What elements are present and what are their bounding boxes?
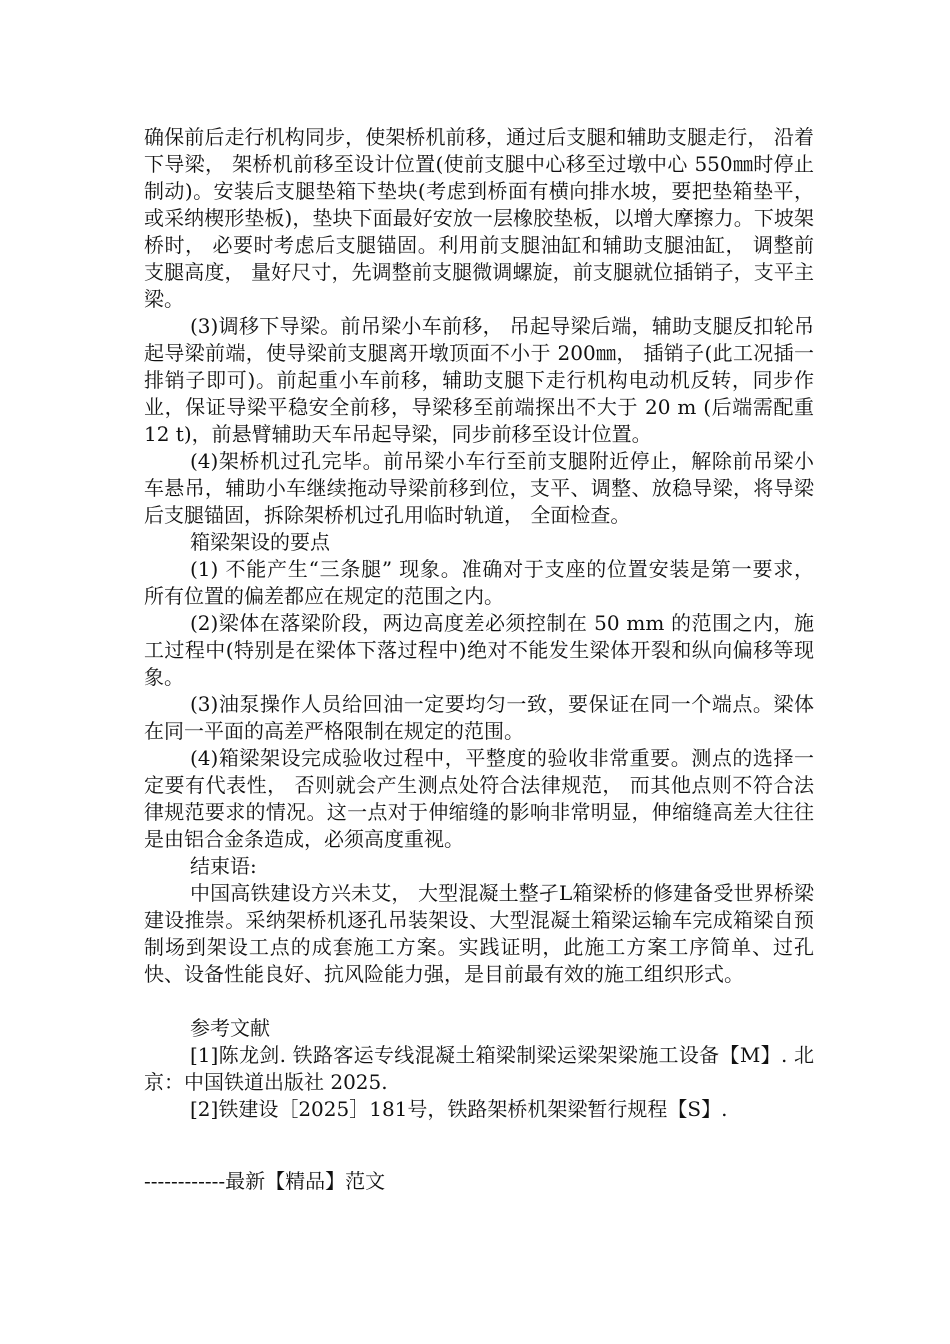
paragraph-point-2: (2)梁体在落梁阶段，两边高度差必须控制在 50 mm 的范围之内，施工过程中(特别是在梁体下落过程中)绝对不能发生梁体开裂和纵向偏移等现象。 [144, 611, 814, 689]
reference-item-1: [1]陈龙剑. 铁路客运专线混凝土箱梁制梁运梁架梁施工设备【M】. 北京：中国铁道出版社 2025. [144, 1043, 814, 1094]
section-heading-key-points: 箱梁架设的要点 [190, 530, 330, 554]
section-heading-conclusion: 结束语: [190, 854, 257, 878]
paragraph-step-4: (4)架桥机过孔完毕。前吊梁小车行至前支腿附近停止，解除前吊梁小车悬吊，辅助小车继续拖动导梁前移到位，支平、调整、放稳导梁，将导梁后支腿锚固，拆除架桥机过孔用临时轨道， 全面检查。 [144, 449, 814, 527]
page-footer: ------------最新【精品】范文 [144, 1169, 386, 1193]
paragraph-point-1: (1) 不能产生“三条腿” 现象。准确对于支座的位置安装是第一要求， 所有位置的偏差都应在规定的范围之内。 [144, 557, 814, 608]
paragraph-step-3: (3)调移下导梁。前吊梁小车前移， 吊起导梁后端，辅助支腿反扣轮吊起导梁前端，使导梁前支腿离开墩顶面不小于 200㎜， 插销子(此工况插一排销子即可)。前起重小车前移，辅助支腿下走行机构电动机反转，同步作业，保证导梁平稳安全前移，导梁移至前端探出不大于 20 m (后端需配重 12 t)，前悬臂辅助天车吊起导梁，同步前移至设计位置。 [144, 314, 814, 446]
document-body [144, 124, 814, 1123]
spacer [144, 988, 814, 1015]
paragraph-conclusion: 中国高铁建设方兴未艾， 大型混凝土整孑L箱梁桥的修建备受世界桥梁建设推崇。采纳架桥机逐孔吊装架设、大型混凝土箱梁运输车完成箱梁自预制场到架设工点的成套施工方案。实践证明，此施工方案工序简单、过孔快、设备性能良好、抗风险能力强，是目前最有效的施工组织形式。 [144, 881, 814, 986]
paragraph-continuation: 确保前后走行机构同步，使架桥机前移，通过后支腿和辅助支腿走行， 沿着下导梁， 架桥机前移至设计位置(使前支腿中心移至过墩中心 550㎜时停止制动)。安装后支腿垫箱下垫块(考虑到桥面有横向排水坡，要把垫箱垫平， 或采纳楔形垫板)，垫块下面最好安放一层橡胶垫板，以增大摩擦力。下坡架桥时， 必要时考虑后支腿锚固。利用前支腿油缸和辅助支腿油缸， 调整前支腿高度， 量好尺寸，先调整前支腿微调螺旋，前支腿就位插销子，支平主梁。 [144, 125, 814, 311]
reference-item-2: [2]铁建设［2025］181号，铁路架桥机架梁暂行规程【S】. [190, 1097, 728, 1121]
paragraph-point-3: (3)油泵操作人员给回油一定要均匀一致，要保证在同一个端点。梁体在同一平面的高差严格限制在规定的范围。 [144, 692, 814, 743]
paragraph-point-4: (4)箱梁架设完成验收过程中，平整度的验收非常重要。测点的选择一定要有代表性， 否则就会产生测点处符合法律规范， 而其他点则不符合法律规范要求的情况。这一点对于伸缩缝的影响非常明显，伸缩缝高差大往往是由铝合金条造成，必须高度重视。 [144, 746, 814, 851]
section-heading-references: 参考文献 [190, 1016, 270, 1040]
